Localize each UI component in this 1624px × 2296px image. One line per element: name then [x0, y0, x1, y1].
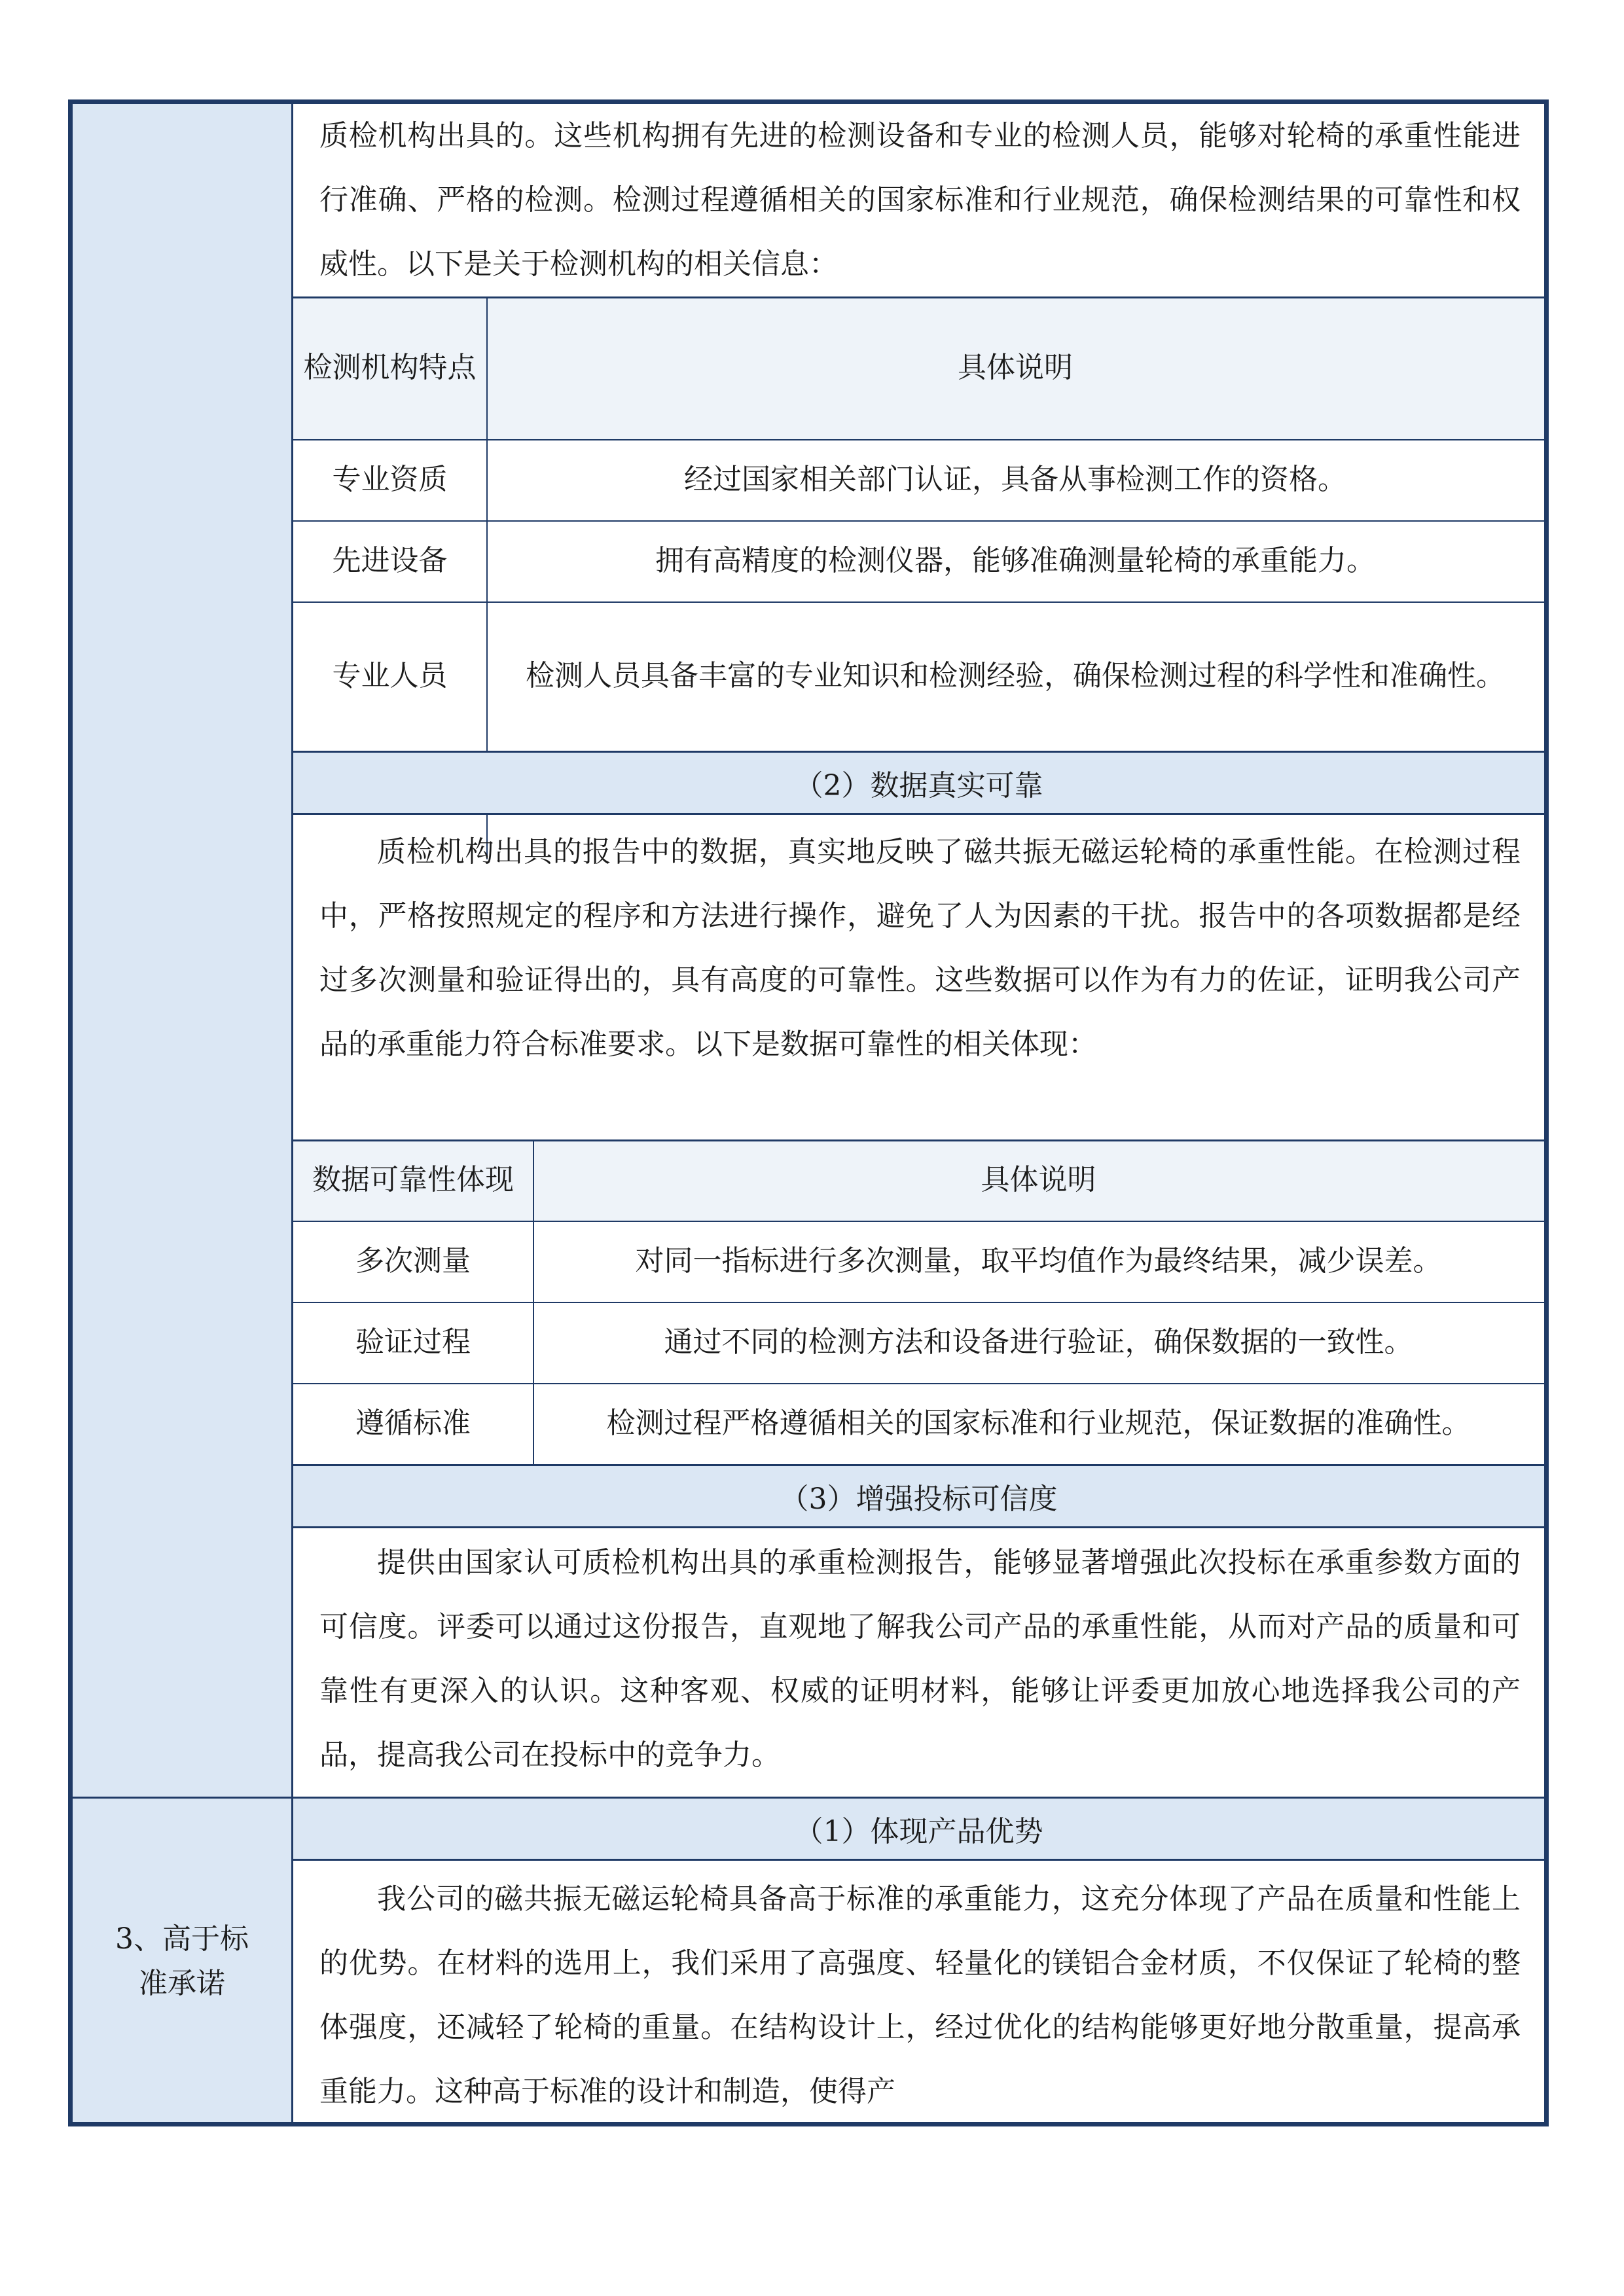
table2-row3-detail: 检测过程严格遵循相关的国家标准和行业规范，保证数据的准确性。 [606, 1407, 1471, 1440]
table2-header-detail: 具体说明 [981, 1163, 1096, 1196]
table1-row3-feature: 专业人员 [332, 659, 448, 692]
table1-row1-detail: 经过国家相关部门认证，具备从事检测工作的资格。 [684, 463, 1346, 496]
table1-row2-feature: 先进设备 [332, 544, 448, 577]
table2-header-aspect: 数据可靠性体现 [312, 1163, 514, 1196]
outer-table [68, 99, 1549, 2126]
table1-row3-detail: 检测人员具备丰富的专业知识和检测经验，确保检测过程的科学性和准确性。 [526, 659, 1505, 692]
section2-paragraph: 质检机构出具的报告中的数据，真实地反映了磁共振无磁运轮椅的承重性能。在检测过程中，严格按照规定的程序和方法进行操作，避免了人为因素的干扰。报告中的各项数据都是经过多次测量和验证得出的，具有高度的可靠性。这些数据可以作为有力的佐证，证明我公司产品的承重能力符合标准要求。以下是数据可靠性的相关体现： [319, 835, 1521, 1061]
left-row-separator [73, 1797, 293, 1799]
left-label-column [73, 104, 293, 2122]
table2-row2-detail: 通过不同的检测方法和设备进行验证，确保数据的一致性。 [664, 1325, 1413, 1359]
section2-heading: （2）数据真实可靠 [293, 751, 1544, 815]
table2-row1-aspect: 多次测量 [355, 1244, 471, 1278]
table1-row1-feature: 专业资质 [332, 463, 448, 496]
table2-row1-detail: 对同一指标进行多次测量，取平均值作为最终结果，减少误差。 [635, 1244, 1442, 1278]
row-label-line1: 3、高于标 [115, 1922, 249, 1956]
intro-paragraph: 质检机构出具的。这些机构拥有先进的检测设备和专业的检测人员，能够对轮椅的承重性能进行准确、严格的检测。检测过程遵循相关的国家标准和行业规范，确保检测结果的可靠性和权威性。以下是关于检测机构的相关信息： [319, 119, 1521, 281]
content-column [293, 104, 1544, 2122]
table1-header-feature: 检测机构特点 [303, 351, 477, 384]
table2-row3-aspect: 遵循标准 [355, 1407, 471, 1440]
table1-row2-detail: 拥有高精度的检测仪器，能够准确测量轮椅的承重能力。 [655, 544, 1375, 577]
reliability-table [293, 1139, 1544, 1467]
row-label-line2: 准承诺 [139, 1967, 225, 2000]
section4-heading: （1）体现产品优势 [293, 1797, 1544, 1861]
table1-header-detail: 具体说明 [958, 351, 1073, 384]
table2-row2-aspect: 验证过程 [355, 1325, 471, 1359]
section3-paragraph: 提供由国家认可质检机构出具的承重检测报告，能够显著增强此次投标在承重参数方面的可信度。评委可以通过这份报告，直观地了解我公司产品的承重性能，从而对产品的质量和可靠性有更深入的认识。这种客观、权威的证明材料，能够让评委更加放心地选择我公司的产品，提高我公司在投标中的竞争力。 [319, 1546, 1521, 1772]
row-label-higher-standard [73, 1917, 291, 2006]
section4-paragraph: 我公司的磁共振无磁运轮椅具备高于标准的承重能力，这充分体现了产品在质量和性能上的优势。在材料的选用上，我们采用了高强度、轻量化的镁铝合金材质，不仅保证了轮椅的整体强度，还减轻了轮椅的重量。在结构设计上，经过优化的结构能够更好地分散重量，提高承重能力。这种高于标准的设计和制造，使得产 [319, 1882, 1521, 2108]
section3-heading: （3）增强投标可信度 [293, 1464, 1544, 1528]
